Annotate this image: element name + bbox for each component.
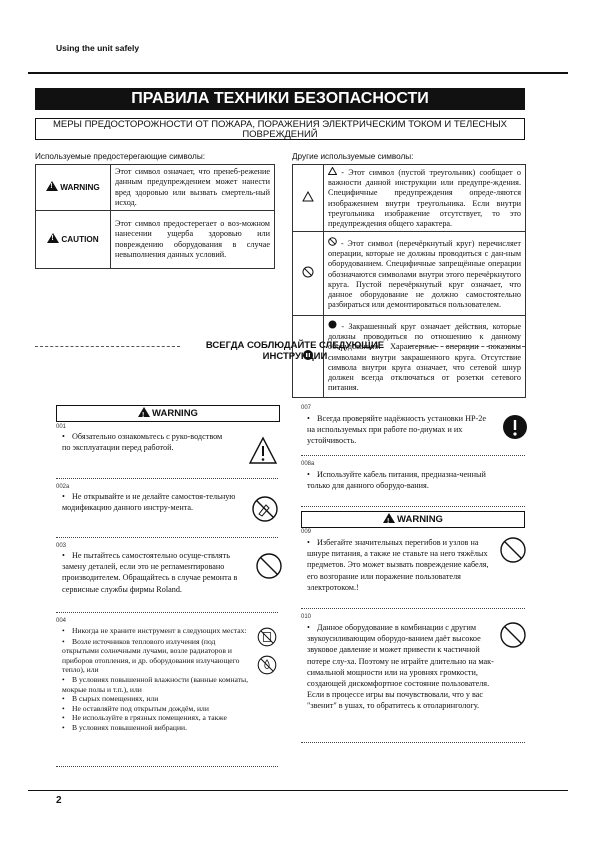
item-divider <box>56 612 278 613</box>
page-title: ПРАВИЛА ТЕХНИКИ БЕЗОПАСНОСТИ <box>35 88 525 110</box>
item-code: 002a <box>56 484 70 490</box>
list-item: • Обязательно ознакомьтесь с руко-водством по эксплуатации перед работой. <box>62 432 223 453</box>
dashed-rule-left <box>35 346 180 347</box>
caution-box: МЕРЫ ПРЕДОСТОРОЖНОСТИ ОТ ПОЖАРА, ПОРАЖЕНИЯ ЭЛЕКТРИЧЕСКИМ ТОКОМ И ТЕЛЕСНЫХ ПОВРЕЖДЕНИЙ <box>35 118 525 140</box>
filled-circle-icon <box>328 320 337 329</box>
prohibited-icon <box>498 620 528 650</box>
list-item: • Используйте кабель питания, предназна-ченный только для данного оборудо-вания. <box>307 470 486 491</box>
item-divider <box>301 608 525 609</box>
warning-symbol: !WARNING <box>36 165 111 211</box>
prohibited-icon <box>254 551 284 581</box>
list-item: • Никогда не храните инструмент в следующих местах: • Возле источников теплового излучения (под открытыми солнечными лучами, возле радиаторов и приборов отопления, и др. оборудования излучающего тепло), или • В условиях повышенной влажности (ванные комнаты, мокрые полы и т.п.), или • В сырых помещениях, или • Не оставляйте под открытым дождём, или • Не используйте в грязных помещениях, а также • В условиях повышенной вибрации. <box>62 626 249 732</box>
triangle-inline-icon <box>328 167 337 175</box>
item-divider <box>301 455 525 456</box>
caution-symbol-text: Этот символ предостерегает о воз-можном нанесении ущерба здоровью или повреждению оборудования в случае невыполнения данных условий. <box>111 211 275 269</box>
warning-symbols-table <box>35 164 275 269</box>
instructions-heading <box>35 340 525 362</box>
item-divider <box>301 742 525 743</box>
item-code: 010 <box>301 614 312 620</box>
list-item: • Не открывайте и не делайте самостоя-тельную модификацию данного инстру-мента. <box>62 492 236 513</box>
item-divider <box>56 766 278 767</box>
item-code: 009 <box>301 529 312 535</box>
dashed-rule-right <box>410 346 525 347</box>
prohibited-symbol-cell <box>293 232 324 316</box>
footer-rule <box>28 790 568 791</box>
page-number: 2 <box>56 795 62 806</box>
warning-bar-right: !WARNING <box>301 511 525 528</box>
mandatory-action-icon <box>500 412 530 442</box>
no-disassemble-icon <box>250 494 280 524</box>
instructions-title: ВСЕГДА СОБЛЮДАЙТЕ СЛЕДУЮЩИЕ ИНСТРУКЦИИ <box>205 340 385 362</box>
item-divider <box>56 537 278 538</box>
other-symbols-table <box>292 164 526 398</box>
triangle-icon <box>302 191 314 202</box>
triangle-symbol-cell <box>293 165 324 232</box>
item-code: 008a <box>301 461 315 467</box>
prohibited-symbol-text: - Этот символ (перечёркнутый круг) перечисляет операции, которые не должны проводиться с дан-ным оборудованием. Специфичные запрещённые операции обозначаются символами внутри этого перечёркнутого круга. Пустой перечёркнутый круг означает, что данное оборудование не должно самостоятельно разбираться или демонтироваться пользователем. <box>324 232 526 316</box>
triangle-symbol-text: - Этот символ (пустой треугольник) сообщает о важности данной инструкции или предупре-ждения. Специфичные предупреждения опреде-ляются изображением внутри треугольника. Если внутри треугольника изображение отсутствует, то это предупреждения общего характера. <box>324 165 526 232</box>
list-item: • Данное оборудование в комбинации с другим звукоусиливающим оборудо-ванием даёт высокое звуковое давление и может привести к частичной потере слу-ха. Поэтому не играйте длительно на мак-симальной мощности или на уровнях громкости, создающей дискомфортное состояние пользователя. Если в процессе игры вы почувствовали, что у вас "звенит" в ушах, то обратитесь к отоларингологу. <box>307 623 494 711</box>
item-divider <box>56 478 278 479</box>
list-item: • Избегайте значительных перегибов и узлов на шнуре питания, а также не ставьте на него тяжёлых предметов. Это может вызвать повреждение кабеля, его возгорание или поражение пользователя электротоком.! <box>307 538 489 592</box>
list-item: • Всегда проверяйте надёжность установки HP-2e на используемых при работе по-диумах и их устойчивость. <box>307 414 486 446</box>
warning-symbol-text: Этот символ означает, что пренеб-режение данным предупреждением может нанести вред здоровью или вызвать смертель-ный исход. <box>111 165 275 211</box>
item-code: 007 <box>301 405 312 411</box>
prohibited-icon <box>498 535 528 565</box>
page-header: Using the unit safely <box>56 43 140 53</box>
item-code: 001 <box>56 424 67 430</box>
caution-symbol: !CAUTION <box>36 211 111 269</box>
prohibited-circle-icon <box>302 266 314 278</box>
list-item: • Не пытайтесь самостоятельно осуще-ствлять замену деталей, если это не регламентировано производителем. Обращайтесь в случае ремонта в сервисные службы фирмы Roland. <box>62 551 238 594</box>
warning-triangle-icon <box>46 181 58 191</box>
item-code: 003 <box>56 543 67 549</box>
caution-triangle-icon <box>47 233 59 243</box>
warning-triangle-large-icon <box>248 436 278 466</box>
item-divider <box>301 506 525 507</box>
left-table-heading: Используемые предостерегающие символы: <box>35 152 205 161</box>
item-code: 004 <box>56 618 67 624</box>
filled-circle-symbol-text: - Закрашенный круг означает действия, которые должны проводиться по отношению к данному оборудованию. Характерные операции показаны символами внутри закрашенного круга. Отсутствие символа внутри круга означает, что сетевой шнур должен всегда отключаться от розетки сетевого питания. <box>324 316 526 398</box>
warning-triangle-icon <box>138 407 150 417</box>
no-moisture-icon <box>256 654 278 676</box>
header-rule <box>28 72 568 74</box>
right-table-heading: Другие используемые символы: <box>292 152 414 161</box>
warning-bar-left: !WARNING <box>56 405 280 422</box>
prohibited-inline-icon <box>328 237 337 246</box>
no-heat-icon <box>256 626 278 648</box>
warning-triangle-icon <box>383 513 395 523</box>
